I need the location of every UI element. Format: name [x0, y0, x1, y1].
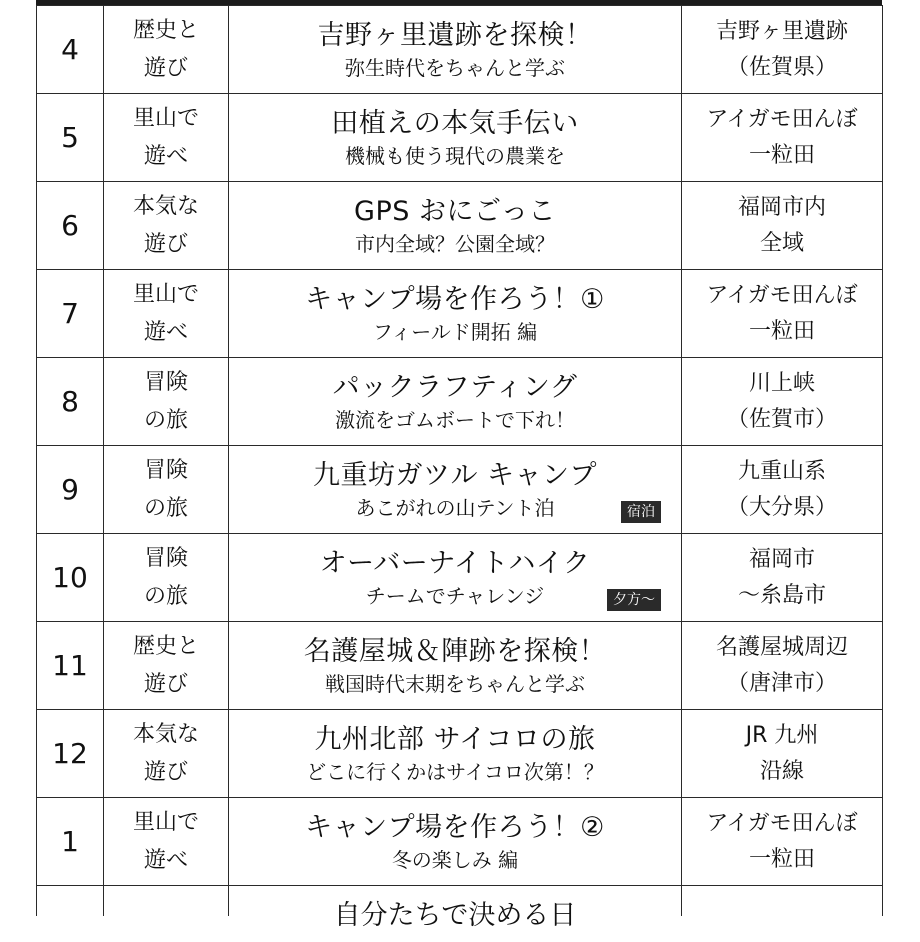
- evening-tag: 夕方〜: [607, 589, 661, 611]
- category-line-1: 冒険: [143, 545, 188, 571]
- table-row: [37, 446, 883, 534]
- event-title-cell: [229, 446, 682, 534]
- month-number: 12: [52, 737, 88, 770]
- event-subtitle: 戦国時代末期をちゃんと学ぶ: [325, 671, 585, 696]
- event-subtitle: あこがれの山テント泊: [355, 495, 555, 520]
- event-title: 九重坊ガツル キャンプ: [312, 459, 598, 491]
- month-cell: [37, 886, 104, 917]
- location-cell: [682, 534, 883, 622]
- location-line-2: 全域: [759, 230, 804, 256]
- category-cell: [104, 886, 229, 917]
- table-row-partial: [37, 886, 883, 917]
- category-line-2: 遊べ: [143, 847, 188, 873]
- category-cell: [104, 622, 229, 710]
- event-title: オーバーナイトハイク: [319, 547, 591, 579]
- category-line-1: 里山で: [132, 105, 199, 131]
- month-number: 11: [52, 649, 88, 682]
- month-cell: [37, 6, 104, 94]
- event-title: 名護屋城＆陣跡を探検！: [303, 635, 607, 667]
- category-line-2: 遊び: [143, 759, 188, 785]
- event-title-partial: 自分たちで決める日: [333, 900, 577, 931]
- location-cell: [682, 446, 883, 534]
- location-line-2: （佐賀県）: [726, 54, 837, 80]
- month-cell: [37, 358, 104, 446]
- location-line-1: 福岡市内: [737, 194, 826, 220]
- category-cell: [104, 358, 229, 446]
- category-line-1: 里山で: [132, 281, 199, 307]
- month-number: 4: [61, 33, 79, 66]
- event-subtitle: どこに行くかはサイコロ次第！？: [306, 759, 604, 784]
- month-cell: [37, 94, 104, 182]
- category-line-2: 遊び: [143, 55, 188, 81]
- location-line-2: 一粒田: [748, 142, 815, 168]
- table-row: [37, 358, 883, 446]
- event-title-cell: [229, 270, 682, 358]
- location-cell: [682, 182, 883, 270]
- event-title-cell: [229, 94, 682, 182]
- event-title-cell: [229, 710, 682, 798]
- table-row: [37, 270, 883, 358]
- location-cell: [682, 94, 883, 182]
- location-cell: [682, 622, 883, 710]
- month-number: 9: [61, 473, 79, 506]
- location-line-1: 九重山系: [737, 458, 826, 484]
- table-row: [37, 182, 883, 270]
- event-title-cell: [229, 534, 682, 622]
- category-line-2: の旅: [143, 495, 188, 521]
- location-line-1: アイガモ田んぼ: [706, 106, 858, 132]
- location-cell: [682, 710, 883, 798]
- month-cell: [37, 270, 104, 358]
- category-cell: [104, 446, 229, 534]
- month-number: 5: [61, 121, 79, 154]
- location-line-1: JR 九州: [745, 722, 819, 748]
- month-cell: [37, 534, 104, 622]
- category-cell: [104, 94, 229, 182]
- location-cell: [682, 270, 883, 358]
- location-line-2: 〜糸島市: [737, 582, 826, 608]
- event-subtitle: 冬の楽しみ 編: [391, 847, 519, 872]
- event-subtitle: 機械も使う現代の農業を: [345, 143, 565, 168]
- category-line-2: 遊び: [143, 231, 188, 257]
- month-number: 10: [52, 561, 88, 594]
- event-title: 吉野ヶ里遺跡を探検！: [317, 19, 593, 51]
- category-cell: [104, 6, 229, 94]
- table-row: [37, 798, 883, 886]
- event-subtitle: チームでチャレンジ: [365, 583, 545, 608]
- table-row: [37, 710, 883, 798]
- month-cell: [37, 446, 104, 534]
- location-line-2: （唐津市）: [726, 670, 837, 696]
- month-number: 8: [61, 385, 79, 418]
- location-cell: [682, 6, 883, 94]
- table-row: [37, 94, 883, 182]
- table-row: [37, 534, 883, 622]
- month-cell: [37, 798, 104, 886]
- category-line-1: 歴史と: [132, 633, 199, 659]
- event-title: 九州北部 サイコロの旅: [314, 723, 596, 755]
- category-cell: [104, 798, 229, 886]
- event-subtitle: 市内全域？公園全域？: [355, 231, 555, 256]
- event-title: キャンプ場を作ろう！①: [305, 283, 605, 315]
- event-title-cell: [229, 182, 682, 270]
- location-line-1: アイガモ田んぼ: [706, 810, 858, 836]
- location-cell: [682, 798, 883, 886]
- location-line-1: 福岡市: [748, 546, 815, 572]
- location-cell: [682, 358, 883, 446]
- month-cell: [37, 710, 104, 798]
- category-cell: [104, 182, 229, 270]
- category-line-1: 冒険: [143, 457, 188, 483]
- location-line-2: 一粒田: [748, 318, 815, 344]
- month-number: 7: [61, 297, 79, 330]
- month-number: 1: [61, 825, 79, 858]
- category-line-1: 冒険: [143, 369, 188, 395]
- category-cell: [104, 534, 229, 622]
- month-cell: [37, 182, 104, 270]
- location-cell: [682, 886, 883, 917]
- location-line-2: 沿線: [759, 758, 804, 784]
- event-subtitle: フィールド開拓 編: [372, 319, 538, 344]
- location-line-1: 名護屋城周辺: [715, 634, 848, 660]
- location-line-2: （大分県）: [726, 494, 837, 520]
- event-subtitle: 弥生時代をちゃんと学ぶ: [345, 55, 565, 80]
- category-line-1: 里山で: [132, 809, 199, 835]
- category-cell: [104, 710, 229, 798]
- location-line-2: 一粒田: [748, 846, 815, 872]
- event-title-cell: [229, 886, 682, 931]
- category-line-1: 歴史と: [132, 17, 199, 43]
- event-schedule-table: [36, 5, 883, 931]
- category-line-2: の旅: [143, 407, 188, 433]
- category-line-2: 遊べ: [143, 319, 188, 345]
- table-row: [37, 622, 883, 710]
- table-row: [37, 6, 883, 94]
- location-line-1: 吉野ヶ里遺跡: [715, 18, 848, 44]
- location-line-1: 川上峡: [748, 370, 815, 396]
- event-title: 田植えの本気手伝い: [331, 107, 579, 139]
- month-cell: [37, 622, 104, 710]
- event-title: キャンプ場を作ろう！②: [305, 811, 605, 843]
- event-title: パックラフティング: [332, 371, 578, 403]
- event-title-cell: [229, 798, 682, 886]
- category-line-2: の旅: [143, 583, 188, 609]
- event-title-cell: [229, 622, 682, 710]
- location-line-2: （佐賀市）: [726, 406, 837, 432]
- event-title-cell: [229, 6, 682, 94]
- event-subtitle: 激流をゴムボートで下れ！: [335, 407, 575, 432]
- category-cell: [104, 270, 229, 358]
- location-line-1: アイガモ田んぼ: [706, 282, 858, 308]
- overnight-tag: 宿泊: [621, 501, 661, 523]
- category-line-1: 本気な: [132, 193, 199, 219]
- category-line-2: 遊べ: [143, 143, 188, 169]
- event-title: GPS おにごっこ: [354, 195, 556, 227]
- category-line-1: 本気な: [132, 721, 199, 747]
- event-title-cell: [229, 358, 682, 446]
- category-line-2: 遊び: [143, 671, 188, 697]
- month-number: 6: [61, 209, 79, 242]
